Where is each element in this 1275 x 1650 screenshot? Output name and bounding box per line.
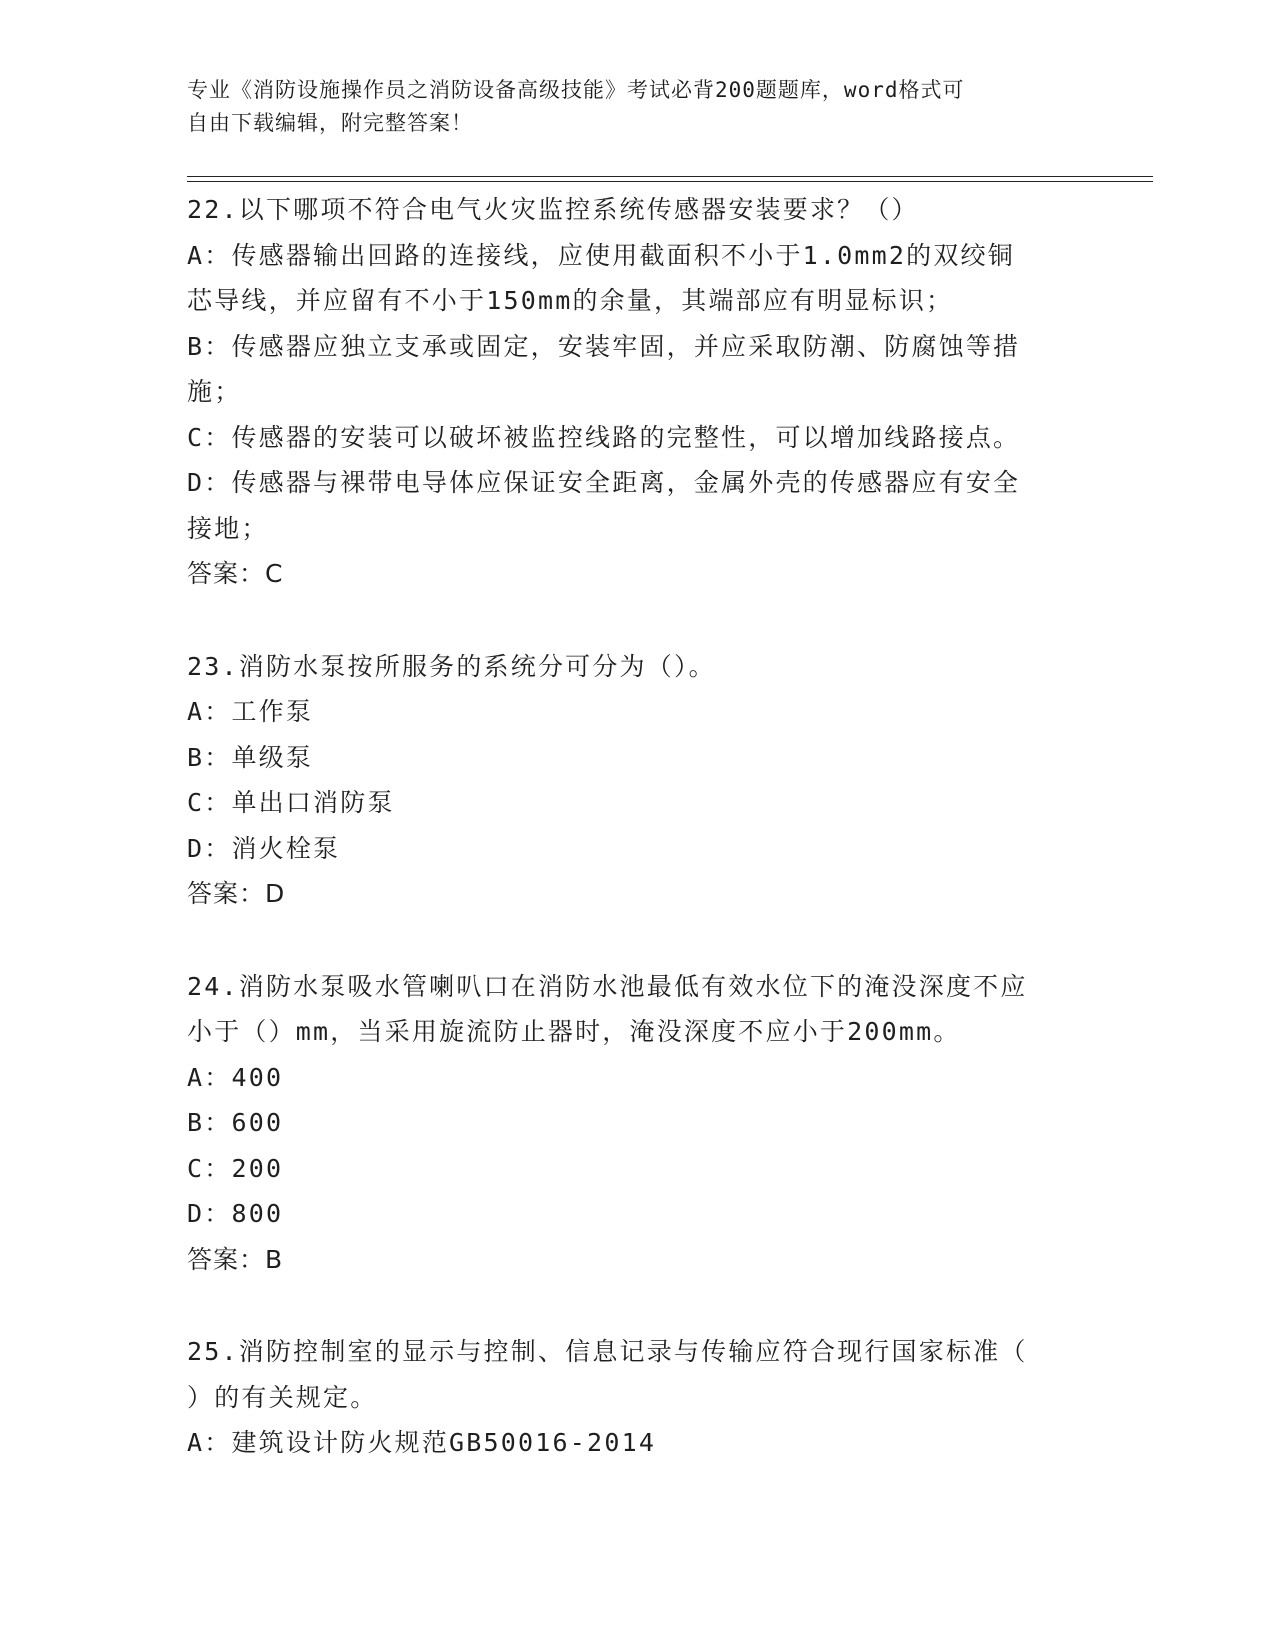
question-stem-cont: 小于（）mm，当采用旋流防止器时，淹没深度不应小于200mm。 (187, 1017, 961, 1046)
option-a: A：400 (187, 1062, 284, 1092)
option-c: C：200 (187, 1153, 284, 1183)
option-b: B：600 (187, 1108, 284, 1137)
question-25 (187, 1329, 1087, 1466)
question-23 (187, 644, 1087, 917)
question-stem: 22.以下哪项不符合电气火灾监控系统传感器安装要求？（） (187, 195, 919, 224)
option-a: A：工作泵 (187, 697, 314, 726)
option-a: A：建筑设计防火规范GB50016-2014 (187, 1428, 657, 1457)
question-list (187, 187, 1087, 1513)
question-24 (187, 964, 1087, 1283)
answer-text: 答案：B (187, 1244, 284, 1274)
header-line-1: 专业《消防设施操作员之消防设备高级技能》考试必背200题题库，word格式可 (187, 78, 965, 102)
header-divider-top (187, 176, 1153, 177)
option-d-cont: 接地； (187, 513, 269, 543)
option-a: A：传感器输出回路的连接线，应使用截面积不小于1.0mm2的双绞铜 (187, 240, 1015, 270)
question-stem: 25.消防控制室的显示与控制、信息记录与传输应符合现行国家标准（ (187, 1337, 1028, 1366)
header-divider-bottom (187, 181, 1153, 182)
question-stem: 23.消防水泵按所服务的系统分可分为（）。 (187, 651, 716, 681)
option-d: D：800 (187, 1199, 284, 1228)
option-b-cont: 施； (187, 377, 242, 406)
option-c: C：单出口消防泵 (187, 788, 395, 817)
question-22 (187, 187, 1087, 597)
answer-text: 答案：C (187, 559, 284, 588)
option-b: B：单级泵 (187, 742, 314, 772)
header-line-2: 自由下载编辑，附完整答案！ (187, 111, 473, 135)
answer-text: 答案：D (187, 879, 286, 908)
option-a-cont: 芯导线，并应留有不小于150mm的余量，其端部应有明显标识； (187, 286, 954, 315)
question-stem-cont: ）的有关规定。 (187, 1382, 378, 1412)
question-stem: 24.消防水泵吸水管喇叭口在消防水池最低有效水位下的淹没深度不应 (187, 971, 1028, 1001)
option-d: D：消火栓泵 (187, 833, 341, 863)
option-c: C：传感器的安装可以破坏被监控线路的完整性，可以增加线路接点。 (187, 422, 1021, 452)
document-header (187, 74, 1067, 140)
option-b: B：传感器应独立支承或固定，安装牢固，并应采取防潮、防腐蚀等措 (187, 331, 1021, 361)
option-d: D：传感器与裸带电导体应保证安全距离，金属外壳的传感器应有安全 (187, 468, 1021, 497)
